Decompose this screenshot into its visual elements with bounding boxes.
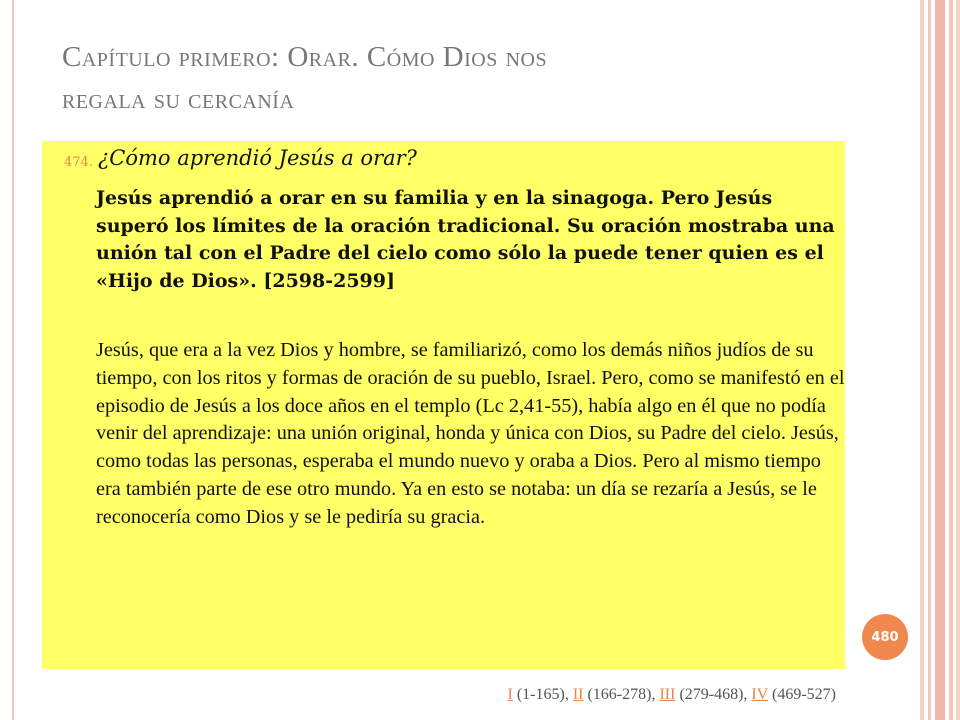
part-range-ii: (166-278) bbox=[587, 686, 652, 703]
left-decorative-band bbox=[0, 0, 14, 720]
question-number: 474. bbox=[64, 155, 93, 170]
part-range-iii: (279-468) bbox=[679, 686, 744, 703]
slide-title-line1: Capítulo primero: Orar. Cómo Dios nos bbox=[62, 41, 548, 73]
slide-title-line2: regala su cercanía bbox=[62, 83, 295, 115]
part-link-i[interactable]: I bbox=[507, 686, 513, 703]
separator: , bbox=[564, 686, 573, 703]
part-link-ii[interactable]: II bbox=[572, 686, 584, 703]
page-number: 480 bbox=[871, 629, 899, 645]
page-number-badge bbox=[862, 614, 908, 660]
commentary-text: Jesús, que era a la vez Dios y hombre, se familiarizó, como los demás niños judíos de su tiempo, con los ritos y formas de oración de su pueblo, Israel. Pero, como se manifestó en el episodio de Jesús a los doce años en el templo (Lc 2,41-55), había algo en él que no podía venir del aprendizaje: una unión original, honda y única con Dios, su Padre del cielo. Jesús, como todas las personas, esperaba el mundo nuevo y oraba a Dios. Pero al mismo tiempo era también parte de ese otro mundo. Ya en esto se notaba: un día se rezaría a Jesús, se le reconocería como Dios y se le pediría su gracia. bbox=[96, 339, 845, 528]
part-range-iv: (469-527) bbox=[772, 686, 836, 703]
part-link-iv[interactable]: IV bbox=[751, 686, 769, 703]
content-box bbox=[42, 141, 845, 669]
part-range-i: (1-165) bbox=[516, 686, 565, 703]
question-text: ¿Cómo aprendió Jesús a orar? bbox=[98, 146, 417, 170]
answer-text: Jesús aprendió a orar en su familia y en la sinagoga. Pero Jesús superó los límites de la oración tradicional. Su oración mostraba una unión tal con el Padre del cielo como sólo la puede tener quien es el «Hijo de Dios». [2598-2599] bbox=[96, 187, 835, 292]
slide-title bbox=[62, 36, 842, 120]
footer-part-links bbox=[508, 686, 837, 704]
separator: , bbox=[743, 686, 752, 703]
right-decorative-stripes bbox=[920, 0, 960, 720]
part-link-iii[interactable]: III bbox=[659, 686, 676, 703]
separator: , bbox=[651, 686, 660, 703]
